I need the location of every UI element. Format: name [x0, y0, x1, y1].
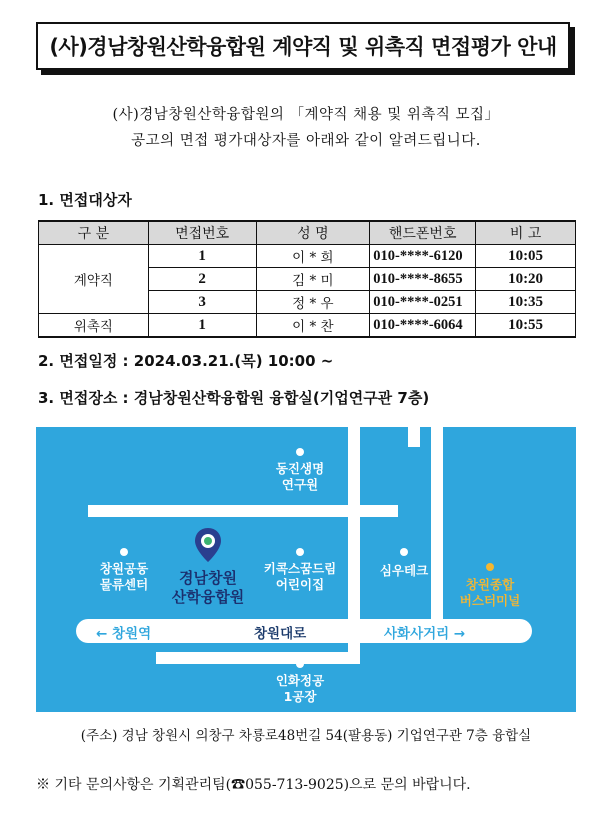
interview-time: 10:05: [476, 245, 576, 268]
place-label: 경남창원: [179, 569, 237, 587]
place-dot: [400, 548, 408, 556]
place-label: 물류센터: [99, 577, 149, 592]
page-title: (사)경남창원산학융합원 계약직 및 위촉직 면접평가 안내: [36, 22, 570, 70]
place-dot: [296, 548, 304, 556]
group-contract: 계약직: [39, 245, 149, 314]
map-pin-icon: [194, 527, 222, 563]
place-dot: [296, 660, 304, 668]
interview-no: 1: [148, 245, 256, 268]
section-location: 3. 면접장소 : 경남창원산학융합원 융합실(기업연구관 7층): [38, 389, 430, 407]
interview-no: 3: [148, 291, 256, 314]
contact-note: ※ 기타 문의사항은 기획관리팀(☎055-713-9025)으로 문의 바랍니다.: [36, 777, 471, 793]
header-category: 구 분: [39, 221, 149, 245]
place-logistics: [84, 561, 164, 593]
road-vertical-middle: [348, 427, 360, 631]
place-label: 창원종합: [465, 577, 515, 592]
interviewee-table: [38, 220, 576, 338]
table-row: [39, 314, 576, 338]
road-connector: [348, 642, 360, 664]
place-label: 인화정공: [275, 673, 325, 688]
address: (주소) 경남 창원시 의창구 차룡로48번길 54(팔용동) 기업연구관 7층 융합실: [80, 728, 532, 744]
place-label: 1공장: [283, 689, 317, 704]
group-commission: 위촉직: [39, 314, 149, 338]
road-vertical-right: [431, 427, 443, 631]
phone-number: 010-****-6120: [370, 245, 476, 268]
place-label: 동진생명: [275, 461, 325, 476]
place-label: 키콕스꿈드림: [263, 561, 337, 576]
section-schedule: 2. 면접일정 : 2024.03.21.(목) 10:00 ~: [38, 352, 334, 370]
place-label: 창원공동: [99, 561, 149, 576]
interview-no: 2: [148, 268, 256, 291]
table-row: [39, 245, 576, 268]
place-label: 연구원: [281, 477, 319, 492]
road-label-sahwa-intersection: 사화사거리 →: [384, 626, 466, 642]
place-dot: [296, 448, 304, 456]
candidate-name: 이 * 찬: [256, 314, 370, 338]
intro-line-2: 공고의 면접 평가대상자를 아래와 같이 알려드립니다.: [131, 133, 481, 149]
place-dot: [120, 548, 128, 556]
road-label-changwon-daero: 창원대로: [254, 626, 307, 642]
intro-line-1: (사)경남창원산학융합원의 「계약직 채용 및 위촉직 모집」: [112, 107, 500, 123]
road-vertical-right-branch: [408, 427, 420, 447]
header-phone: 핸드폰번호: [370, 221, 476, 245]
interview-time: 10:55: [476, 314, 576, 338]
road-horizontal-bottom: [156, 652, 356, 664]
header-name: 성 명: [256, 221, 370, 245]
place-simwoo: 심우테크: [379, 563, 429, 578]
header-remarks: 비 고: [476, 221, 576, 245]
place-label: 버스터미널: [459, 593, 521, 608]
section-interviewees-heading: 1. 면접대상자: [38, 191, 132, 209]
place-inhwa: [260, 673, 340, 705]
interview-time: 10:20: [476, 268, 576, 291]
road-label-changwon-station: ← 창원역: [96, 626, 152, 642]
phone-number: 010-****-0251: [370, 291, 476, 314]
place-dongjin: [260, 461, 340, 493]
candidate-name: 정 * 우: [256, 291, 370, 314]
candidate-name: 김 * 미: [256, 268, 370, 291]
place-institute: [158, 569, 258, 607]
location-map: [36, 427, 576, 712]
table-header-row: [39, 221, 576, 245]
header-interview-no: 면접번호: [148, 221, 256, 245]
candidate-name: 이 * 희: [256, 245, 370, 268]
interview-time: 10:35: [476, 291, 576, 314]
place-dot: [486, 563, 494, 571]
phone-number: 010-****-6064: [370, 314, 476, 338]
place-bus-terminal: [450, 577, 530, 609]
interview-no: 1: [148, 314, 256, 338]
place-label: 어린이집: [275, 577, 325, 592]
place-label: 산학융합원: [171, 588, 245, 606]
place-kids-daycare: [250, 561, 350, 593]
phone-number: 010-****-8655: [370, 268, 476, 291]
